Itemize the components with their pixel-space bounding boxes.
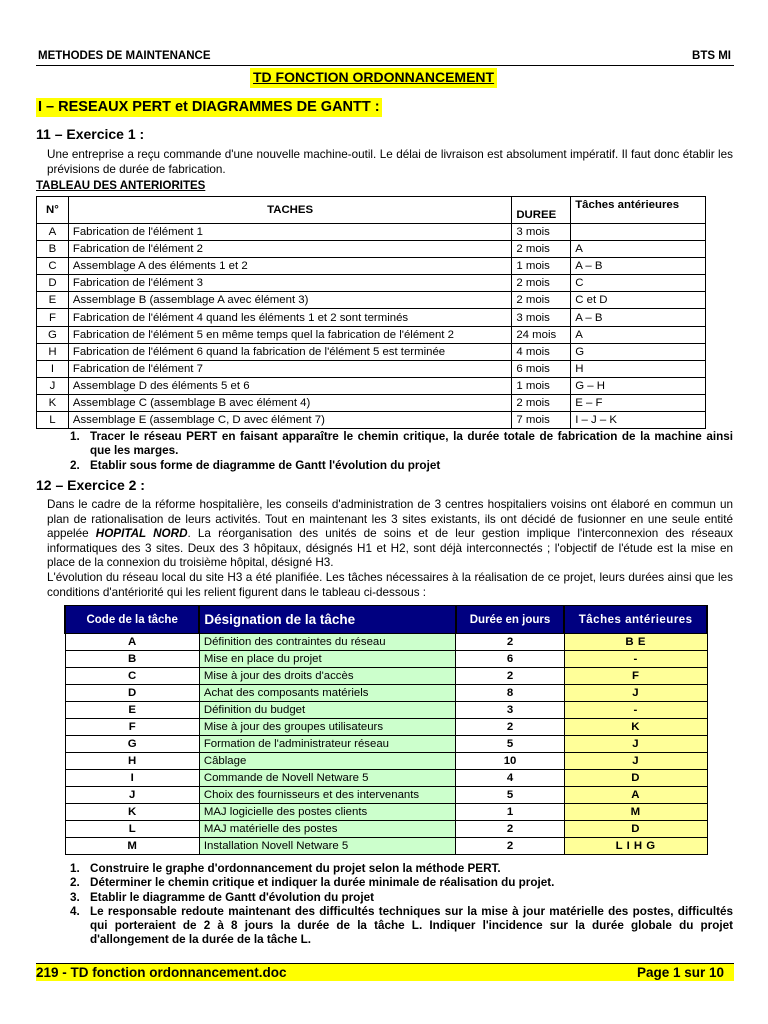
cell-task: Assemblage D des éléments 5 et 6 [68,377,511,394]
cell-task: Fabrication de l'élément 6 quand la fabrication de l'élément 5 est terminée [68,343,511,360]
table-row [65,804,707,821]
cell-code: D [65,685,199,702]
table-row [37,360,706,377]
exercise-2-questions [70,862,733,948]
cell-days: 2 [456,634,565,651]
exercise-2-title: 12 – Exercice 2 : [36,477,145,493]
cell-code: L [65,821,199,838]
cell-duration: 3 mois [512,224,571,241]
cell-code: E [65,702,199,719]
cell-anteriors: A [564,787,707,804]
col-header-number: N° [37,197,69,224]
header-course: METHODES DE MAINTENANCE [38,50,211,62]
table-row [37,394,706,411]
cell-anteriors: D [564,821,707,838]
cell-task: Fabrication de l'élément 1 [68,224,511,241]
question-text: Etablir sous forme de diagramme de Gantt l'évolution du projet [90,458,441,472]
cell-number: J [37,377,69,394]
question-number: 4. [70,904,80,918]
question-text: Etablir le diagramme de Gantt d'évolution du projet [90,890,374,904]
cell-duration: 1 mois [512,377,571,394]
cell-task: Fabrication de l'élément 7 [68,360,511,377]
cell-code: I [65,770,199,787]
cell-code: M [65,838,199,855]
cell-anteriors: C et D [571,292,706,309]
cell-days: 3 [456,702,565,719]
table-row [65,668,707,685]
question-number: 1. [70,862,80,875]
cell-code: K [65,804,199,821]
cell-days: 6 [456,651,565,668]
table-row [37,343,706,360]
table-row [65,753,707,770]
table-row [65,719,707,736]
cell-anteriors: G – H [571,377,706,394]
cell-designation: Définition du budget [199,702,455,719]
table-row [65,634,707,651]
cell-duration: 7 mois [512,412,571,429]
col-header-code: Code de la tâche [65,606,199,634]
table-row [65,736,707,753]
col-header-days: Durée en jours [456,606,565,634]
cell-designation: MAJ matérielle des postes [199,821,455,838]
exercise-2-intro [47,498,733,571]
cell-number: F [37,309,69,326]
cell-duration: 6 mois [512,360,571,377]
cell-designation: Commande de Novell Netware 5 [199,770,455,787]
cell-anteriors: A – B [571,258,706,275]
cell-designation: Mise à jour des droits d'accès [199,668,455,685]
col-header-duration: DUREE [512,197,571,224]
cell-designation: Mise en place du projet [199,651,455,668]
cell-duration: 2 mois [512,394,571,411]
cell-task: Assemblage B (assemblage A avec élément 3) [68,292,511,309]
table-row [65,821,707,838]
cell-days: 2 [456,838,565,855]
cell-designation: Définition des contraintes du réseau [199,634,455,651]
exercise-1-title: 11 – Exercice 1 : [36,126,145,142]
table-row [37,326,706,343]
page-footer [36,963,734,981]
cell-designation: Choix des fournisseurs et des intervenants [199,787,455,804]
cell-anteriors: A [571,241,706,258]
cell-anteriors: B E [564,634,707,651]
cell-days: 10 [456,753,565,770]
table-row [37,241,706,258]
cell-code: J [65,787,199,804]
cell-anteriors: C [571,275,706,292]
cell-task: Assemblage A des éléments 1 et 2 [68,258,511,275]
cell-designation: Achat des composants matériels [199,685,455,702]
footer-filename: 219 - TD fonction ordonnancement.doc [36,965,287,980]
cell-days: 8 [456,685,565,702]
cell-number: L [37,412,69,429]
question-item [70,459,733,473]
header-class: BTS MI [692,50,731,62]
table-row [65,787,707,804]
cell-task: Assemblage E (assemblage C, D avec élément 7) [68,412,511,429]
cell-anteriors: J [564,736,707,753]
question-item [70,862,733,876]
cell-anteriors: - [564,651,707,668]
cell-days: 1 [456,804,565,821]
cell-anteriors: E – F [571,394,706,411]
table-row [65,685,707,702]
table-row [37,292,706,309]
cell-anteriors: - [564,702,707,719]
cell-designation: Câblage [199,753,455,770]
cell-days: 2 [456,821,565,838]
cell-days: 4 [456,770,565,787]
cell-duration: 4 mois [512,343,571,360]
question-number: 2. [70,458,80,472]
question-text: Déterminer le chemin critique et indiquer la durée minimale de réalisation du projet. [90,876,555,890]
cell-task: Fabrication de l'élément 3 [68,275,511,292]
question-item [70,876,733,890]
cell-anteriors: G [571,343,706,360]
cell-number: A [37,224,69,241]
question-text: Tracer le réseau PERT en faisant apparaître le chemin critique, la durée totale de fabrication de la machine ainsi que les marges. [90,430,733,458]
cell-number: E [37,292,69,309]
col-header-anteriors: Tâches antérieures [564,606,707,634]
cell-designation: MAJ logicielle des postes clients [199,804,455,821]
document-title: TD FONCTION ORDONNANCEMENT [250,68,497,88]
col-header-designation: Désignation de la tâche [199,606,455,634]
cell-number: H [37,343,69,360]
table-row [37,275,706,292]
cell-code: F [65,719,199,736]
cell-duration: 1 mois [512,258,571,275]
col-header-tasks: TACHES [68,197,511,224]
cell-designation: Formation de l'administrateur réseau [199,736,455,753]
cell-task: Assemblage C (assemblage B avec élément 4) [68,394,511,411]
cell-anteriors: K [564,719,707,736]
cell-task: Fabrication de l'élément 5 en même temps quel la fabrication de l'élément 2 [68,326,511,343]
tasks-table [64,605,708,855]
cell-anteriors: H [571,360,706,377]
question-number: 1. [70,430,80,443]
cell-number: C [37,258,69,275]
question-item [70,905,733,948]
cell-task: Fabrication de l'élément 2 [68,241,511,258]
cell-code: C [65,668,199,685]
anteriorities-table-title: TABLEAU DES ANTERIORITES [36,180,206,192]
cell-anteriors: A [571,326,706,343]
section-title: I – RESEAUX PERT et DIAGRAMMES DE GANTT : [38,99,380,115]
cell-number: D [37,275,69,292]
table-row [37,309,706,326]
cell-days: 5 [456,736,565,753]
exercise-2-intro-2: L'évolution du réseau local du site H3 a été planifiée. Les tâches nécessaires à la réalisation de ce projet, leurs durées ainsi que les conditions d'antériorité qui les relient figurent dans le tableau ci-dessous : [47,571,733,599]
table-header-row [65,606,707,634]
cell-code: G [65,736,199,753]
table-row [65,702,707,719]
cell-days: 2 [456,668,565,685]
question-number: 2. [70,876,80,890]
question-number: 3. [70,890,80,904]
cell-designation: Mise à jour des groupes utilisateurs [199,719,455,736]
cell-anteriors [571,224,706,241]
cell-number: B [37,241,69,258]
cell-anteriors: M [564,804,707,821]
cell-code: A [65,634,199,651]
cell-anteriors: J [564,753,707,770]
intro-text-before: Dans le cadre de la réforme hospitalière, les conseils d'administration de 3 centres hospitaliers voisins ont élaboré en commun un plan de rationalisation de leurs activités. Tout en maintenant les 3 sites existants, ils ont décidé de fusionner en une seule entité appelée [47,498,733,540]
cell-anteriors: I – J – K [571,412,706,429]
table-row [65,770,707,787]
footer-page-number: Page 1 sur 10 [636,965,724,980]
cell-number: G [37,326,69,343]
cell-duration: 24 mois [512,326,571,343]
table-row [37,377,706,394]
question-text: Construire le graphe d'ordonnancement du projet selon la méthode PERT. [90,862,501,875]
cell-task: Fabrication de l'élément 4 quand les éléments 1 et 2 sont terminés [68,309,511,326]
hopital-nord-emphasis: HOPITAL NORD [95,527,188,540]
cell-number: K [37,394,69,411]
cell-code: B [65,651,199,668]
intro-text-after: . La réorganisation des unités de soins et de leur gestion implique l'interconnexion des réseaux informatiques des 3 sites. Deux des 3 hôpitaux, désignés H1 et H2, sont déjà interconnectés ; l'objectif de l'étude est la mise en place de la connexion du troisième hôpital, désigné H3. [47,527,733,569]
exercise-1-intro: Une entreprise a reçu commande d'une nouvelle machine-outil. Le délai de livraison est absolument impératif. Il faut donc établir les prévisions de durée de fabrication. [47,148,733,176]
cell-duration: 2 mois [512,275,571,292]
table-row [65,838,707,855]
cell-duration: 2 mois [512,241,571,258]
cell-number: I [37,360,69,377]
col-header-anteriors: Tâches antérieures [571,197,706,224]
exercise-1-questions [70,430,733,473]
question-item [70,430,733,459]
page-header [36,48,734,66]
table-row [37,258,706,275]
question-item [70,891,733,905]
question-text: Le responsable redoute maintenant des difficultés techniques sur la mise à jour matérielle des postes, difficultés qui porteraient de 2 à 8 jours la durée de la tâche L. Indiquer l'incidence sur la durée globale du projet d'allongement de la durée de la tâche L. [90,904,733,947]
cell-anteriors: A – B [571,309,706,326]
cell-days: 2 [456,719,565,736]
anteriorities-table [36,196,706,429]
cell-anteriors: L I H G [564,838,707,855]
cell-duration: 3 mois [512,309,571,326]
cell-code: H [65,753,199,770]
table-header-row [37,197,706,224]
cell-anteriors: J [564,685,707,702]
cell-designation: Installation Novell Netware 5 [199,838,455,855]
cell-anteriors: D [564,770,707,787]
cell-days: 5 [456,787,565,804]
cell-duration: 2 mois [512,292,571,309]
cell-anteriors: F [564,668,707,685]
table-row [37,412,706,429]
table-row [37,224,706,241]
table-row [65,651,707,668]
